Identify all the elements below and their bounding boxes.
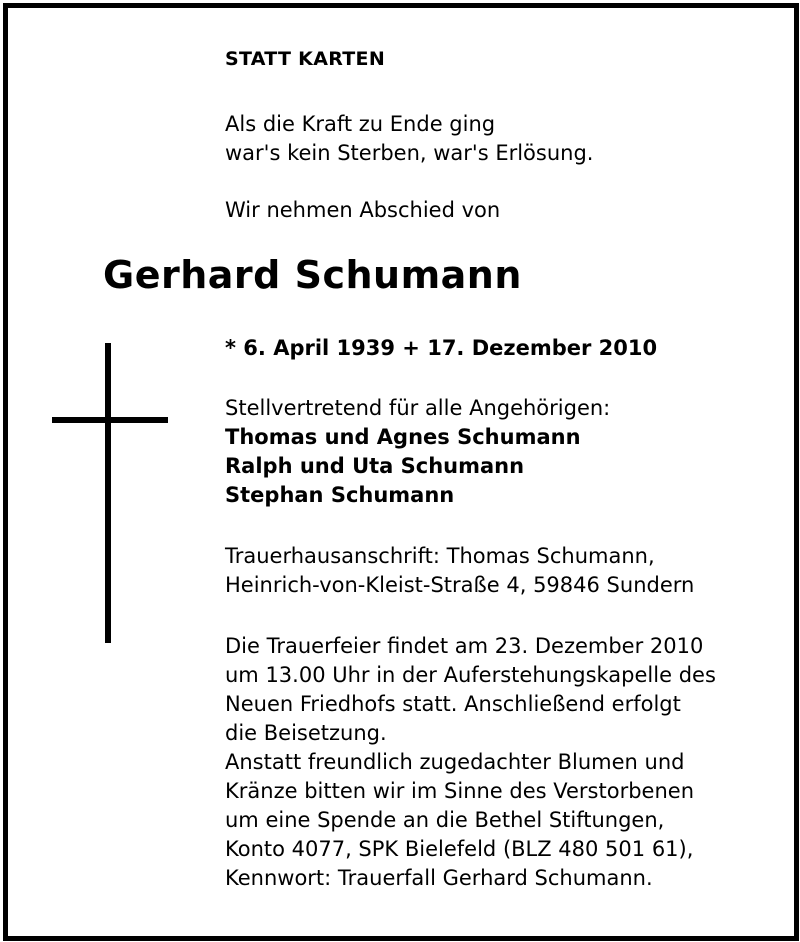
ceremony-line: Neuen Friedhofs statt. Anschließend erfolgt [225,692,681,716]
ceremony-line: Anstatt freundlich zugedachter Blumen und [225,750,685,774]
ceremony-line: Kränze bitten wir im Sinne des Verstorbenen [225,779,695,803]
mourner-name: Ralph und Uta Schumann [225,454,525,478]
address-line: Trauerhausanschrift: Thomas Schumann, [225,544,655,568]
mourners-block [225,394,610,510]
cross-icon-horizontal [52,417,168,423]
ceremony-line: die Beisetzung. [225,721,387,745]
ceremony-block [225,632,716,893]
ceremony-line: um 13.00 Uhr in der Auferstehungskapelle des [225,663,716,687]
ceremony-line: Konto 4077, SPK Bielefeld (BLZ 480 501 61), [225,837,694,861]
deceased-name: Gerhard Schumann [103,253,522,297]
poem-line: war's kein Sterben, war's Erlösung. [225,141,594,165]
poem [225,110,593,168]
ceremony-line: Kennwort: Trauerfall Gerhard Schumann. [225,866,653,890]
mourner-name: Stephan Schumann [225,483,455,507]
cross-icon-vertical [105,343,111,643]
poem-line: Als die Kraft zu Ende ging [225,112,496,136]
life-dates: * 6. April 1939 + 17. Dezember 2010 [225,336,658,360]
address-block [225,542,694,600]
address-line: Heinrich-von-Kleist-Straße 4, 59846 Sundern [225,573,695,597]
mourners-intro: Stellvertretend für alle Angehörigen: [225,396,611,420]
mourner-name: Thomas und Agnes Schumann [225,425,581,449]
farewell-intro: Wir nehmen Abschied von [225,198,501,222]
ceremony-line: um eine Spende an die Bethel Stiftungen, [225,808,665,832]
header-statt-karten: STATT KARTEN [225,48,386,70]
ceremony-line: Die Trauerfeier findet am 23. Dezember 2010 [225,634,704,658]
